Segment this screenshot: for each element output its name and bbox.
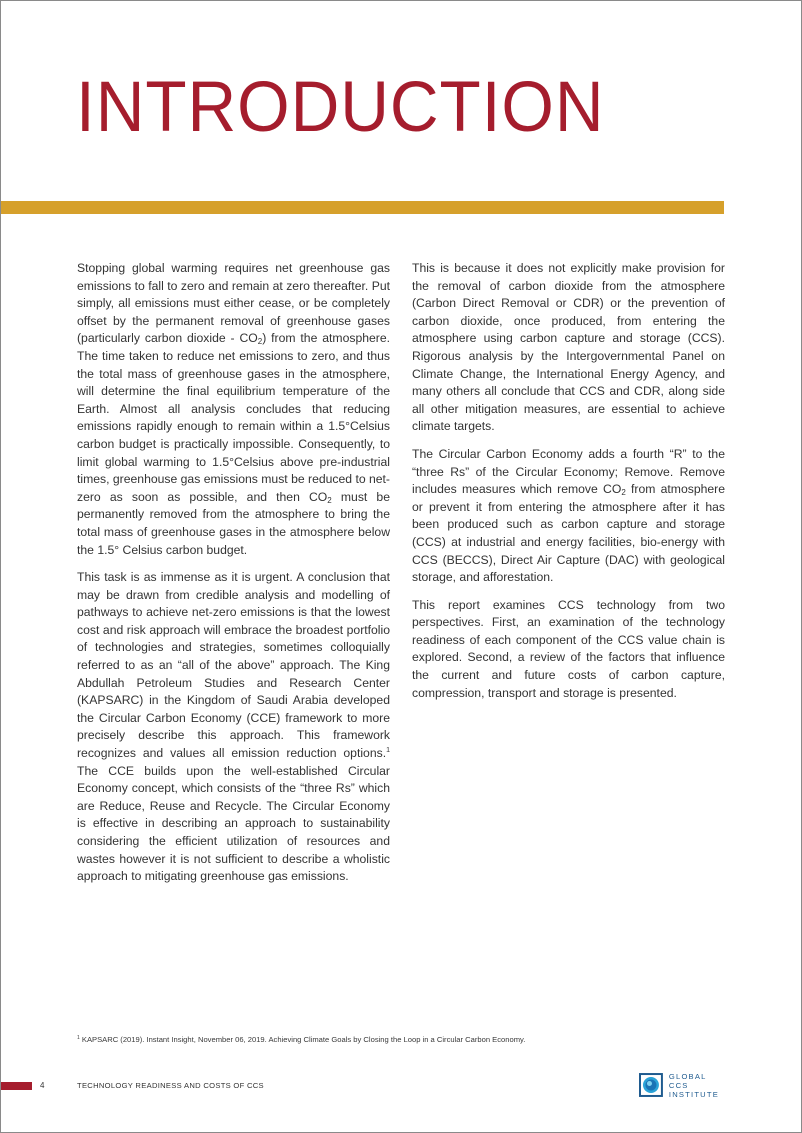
logo-wordmark: GLOBAL CCS INSTITUTE: [668, 1071, 719, 1099]
globe-square-icon: [639, 1073, 663, 1097]
footnote: [77, 1035, 525, 1044]
paragraph: This task is as immense as it is urgent. A conclusion that may be drawn from credible analysis and modelling of pathways to achieve net-zero emissions is that the lowest cost and risk approach will embrace the broadest portfolio of technologies and strategies, sometimes colloquially referred to as an “all of the above” approach. The King Abdullah Petroleum Studies and Research Center (KAPSARC) in the Kingdom of Saudi Arabia developed the Circular Carbon Economy (CCE) framework to more precisely describe this approach. This framework recognizes and values all emission reduction options.$^1$ The CCE builds upon the well-established Circular Economy concept, which consists of the “three Rs” which are Reduce, Reuse and Recycle. The Circular Economy is effective in describing an approach to sustainability considering the efficient utilization of resources and wastes however it is not sufficient to describe a wholistic approach to mitigating greenhouse gas emissions.: [77, 570, 390, 884]
running-title: TECHNOLOGY READINESS AND COSTS OF CCS: [77, 1081, 264, 1090]
paragraph: Stopping global warming requires net greenhouse gas emissions to fall to zero and remain at zero thereafter. Put simply, all emissions must either cease, or be completely offset by the permanent removal of greenhouse gases (particularly carbon dioxide - $CO_2$) from the atmosphere. The time taken to reduce net emissions to zero, and thus the total mass of greenhouse gases in the atmosphere, will determine the final equilibrium temperature of the Earth. Almost all analysis concludes that reducing emissions rapidly enough to remain within a 1.5°Celsius carbon budget is practically impossible. Consequently, to limit global warming to 1.5°Celsius above pre-industrial times, greenhouse gas emissions must be reduced to net-zero as soon as possible, and then $CO_2$ must be permanently removed from the atmosphere to bring the total mass of greenhouse gases in the atmosphere below the 1.5° Celsius carbon budget.: [77, 261, 390, 557]
paragraph: This report examines CCS technology from two perspectives. First, an examination of the technology readiness of each component of the CCS value chain is explored. Second, a review of the factors that influence the current and future costs of carbon capture, compression, transport and storage is presented.: [412, 597, 725, 700]
page-number: 4: [40, 1081, 45, 1090]
footnote-text: KAPSARC (2019). Instant Insight, November 06, 2019. Achieving Climate Goals by Closing the Loop in a Circular Carbon Economy.: [79, 1035, 526, 1044]
paragraph: The Circular Carbon Economy adds a fourth “R” to the “three Rs” of the Circular Economy; Remove. Remove includes measures which remove $CO_2$ from atmosphere or prevent it from entering the atmosphere after it has been produced such as carbon capture and storage (CCS) at industrial and energy facilities, bio-energy with CCS (BECCS), Direct Air Capture (DAC) with geological storage, and afforestation.: [412, 446, 725, 585]
title-divider-rule: [1, 201, 724, 214]
footer-accent-tab: [1, 1082, 32, 1090]
subscript: 2: [621, 488, 626, 498]
left-column: [77, 260, 390, 896]
page-title: INTRODUCTION: [76, 68, 605, 147]
footnote-reference[interactable]: 1: [386, 747, 390, 755]
footnote-marker: 1: [77, 1035, 80, 1041]
paragraph: This is because it does not explicitly make provision for the removal of carbon dioxide from the atmosphere (Carbon Direct Removal or CDR) or the prevention of carbon dioxide, once produced, from entering the atmosphere using carbon capture and storage (CCS). Rigorous analysis by the Intergovernmental Panel on Climate Change, the International Energy Agency, and many others all conclude that CCS and CDR, along side all other mitigation measures, are essential to achieve climate targets.: [412, 261, 725, 434]
subscript: 2: [257, 337, 263, 347]
global-ccs-institute-logo: [639, 1072, 729, 1098]
subscript: 2: [327, 495, 332, 505]
right-column: [412, 260, 725, 712]
